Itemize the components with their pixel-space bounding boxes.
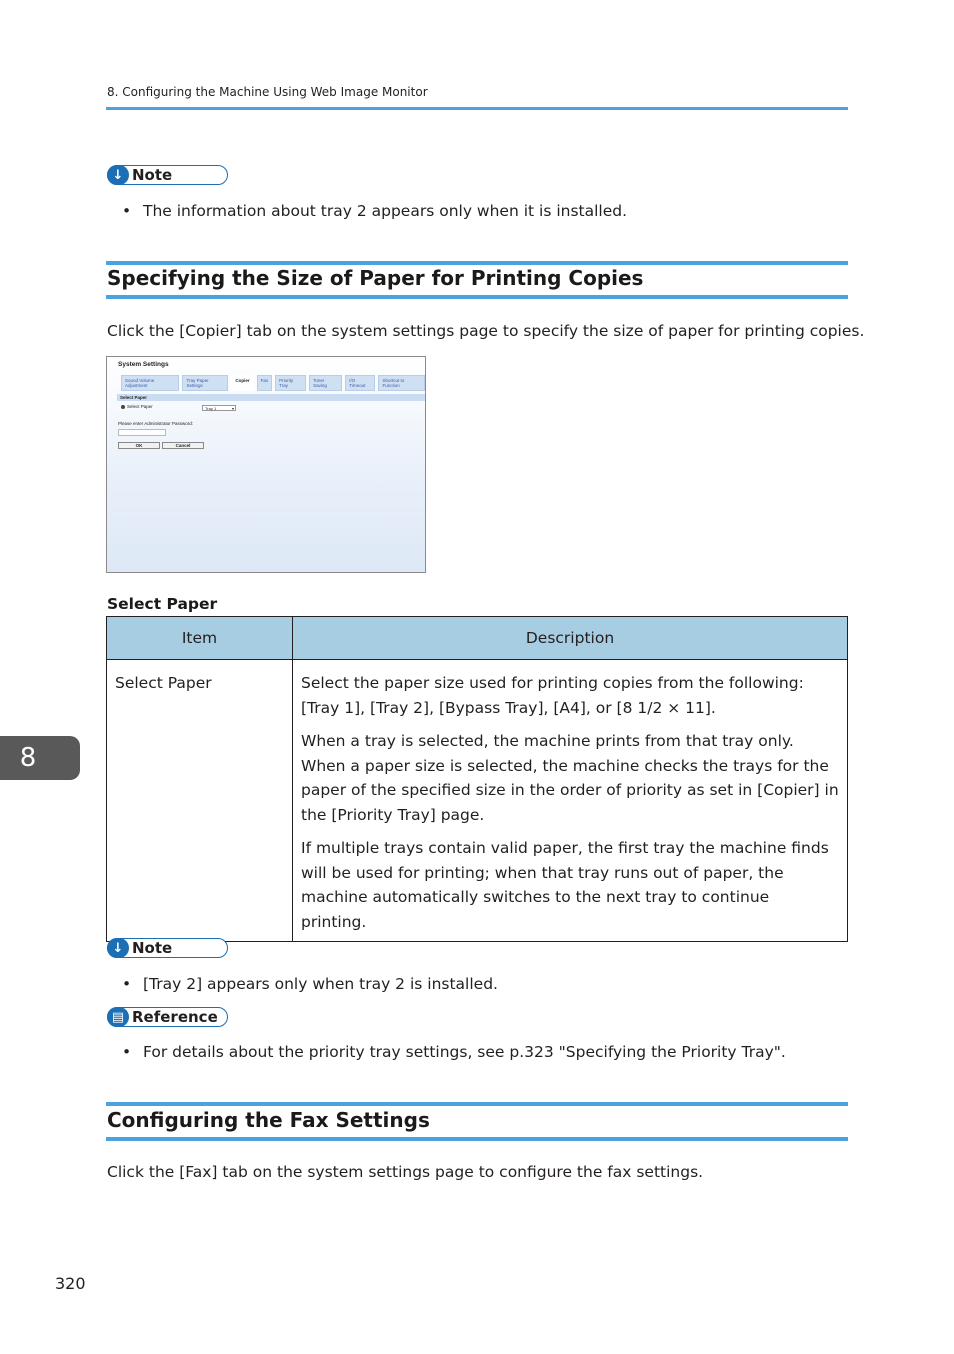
- table-row: [107, 660, 848, 942]
- tab-shortcut[interactable]: Shortcut to Function: [378, 375, 425, 391]
- tab-io-timeout[interactable]: I/O Timeout: [345, 375, 375, 391]
- chapter-tab: 8: [0, 736, 80, 780]
- header-rule: [106, 107, 848, 110]
- tab-toner-saving[interactable]: Toner Saving: [309, 375, 342, 391]
- select-paper-radio[interactable]: [121, 405, 125, 409]
- screenshot-section-band: [117, 394, 425, 401]
- cancel-button[interactable]: Cancel: [162, 442, 204, 449]
- tab-fax[interactable]: Fax: [257, 375, 273, 391]
- note-badge: [107, 165, 228, 185]
- password-input[interactable]: [118, 429, 166, 436]
- section-rule-top: [106, 261, 848, 265]
- section-intro: Click the [Copier] tab on the system settings page to specify the size of paper for printing copies.: [107, 322, 865, 340]
- page-number: 320: [55, 1274, 86, 1293]
- table-header-row: [107, 617, 848, 660]
- section-intro: Click the [Fax] tab on the system settings page to configure the fax settings.: [107, 1163, 704, 1181]
- section-rule-top: [106, 1102, 848, 1106]
- screenshot-title: System Settings: [118, 361, 169, 368]
- note-bullet: • [Tray 2] appears only when tray 2 is installed.: [122, 975, 498, 993]
- description-paragraph: If multiple trays contain valid paper, the first tray the machine finds will be used for printing; when that tray runs out of paper, the machine automatically switches to the next tray to continue printing.: [301, 839, 829, 931]
- cell-description: [293, 660, 848, 942]
- down-arrow-icon: ↓: [107, 938, 129, 958]
- cell-item: Select Paper: [107, 660, 293, 942]
- note-badge-label: Note: [132, 939, 173, 957]
- note-badge-label: Note: [132, 166, 173, 184]
- tab-copier[interactable]: Copier: [231, 375, 253, 391]
- tab-tray-paper[interactable]: Tray Paper Settings: [182, 375, 228, 391]
- system-settings-screenshot: [106, 356, 426, 573]
- password-label: Please enter Administrator Password:: [118, 421, 194, 426]
- section-title: Configuring the Fax Settings: [107, 1108, 430, 1132]
- description-paragraph: When a tray is selected, the machine prints from that tray only. When a paper size is selected, the machine checks the trays for the paper of the specified size in the order of priority as set in [Copier] in the [Priority Tray] page.: [301, 732, 839, 824]
- table-caption: Select Paper: [107, 595, 218, 613]
- note-bullet: • The information about tray 2 appears only when it is installed.: [122, 202, 628, 220]
- tab-sound-volume[interactable]: Sound Volume Adjustment: [121, 375, 179, 391]
- screenshot-tabs: [121, 375, 425, 391]
- section-rule-bottom: [106, 295, 848, 299]
- select-paper-table: [106, 616, 848, 942]
- column-header-description: Description: [293, 617, 848, 660]
- document-icon: ▤: [107, 1007, 129, 1027]
- chevron-down-icon: ▾: [231, 406, 234, 411]
- running-header: 8. Configuring the Machine Using Web Image Monitor: [107, 85, 428, 99]
- down-arrow-icon: ↓: [107, 165, 129, 185]
- ok-button[interactable]: OK: [118, 442, 160, 449]
- tray-select[interactable]: Tray 1 ▾: [202, 405, 236, 411]
- reference-bullet: • For details about the priority tray settings, see p.323 "Specifying the Priority Tray".: [122, 1043, 786, 1061]
- select-paper-radio-label: Select Paper: [127, 404, 153, 409]
- section-rule-bottom: [106, 1137, 848, 1141]
- column-header-item: Item: [107, 617, 293, 660]
- reference-badge-label: Reference: [132, 1008, 218, 1026]
- tab-priority-tray[interactable]: Priority Tray: [275, 375, 306, 391]
- note-badge: [107, 938, 228, 958]
- reference-badge: [107, 1007, 228, 1027]
- screenshot-section-label: Select Paper: [120, 395, 148, 400]
- section-title: Specifying the Size of Paper for Printing Copies: [107, 266, 644, 290]
- description-paragraph: Select the paper size used for printing copies from the following: [Tray 1], [Tray 2], [Bypass Tray], [A4], or [8 1/2 × 11].: [301, 674, 804, 717]
